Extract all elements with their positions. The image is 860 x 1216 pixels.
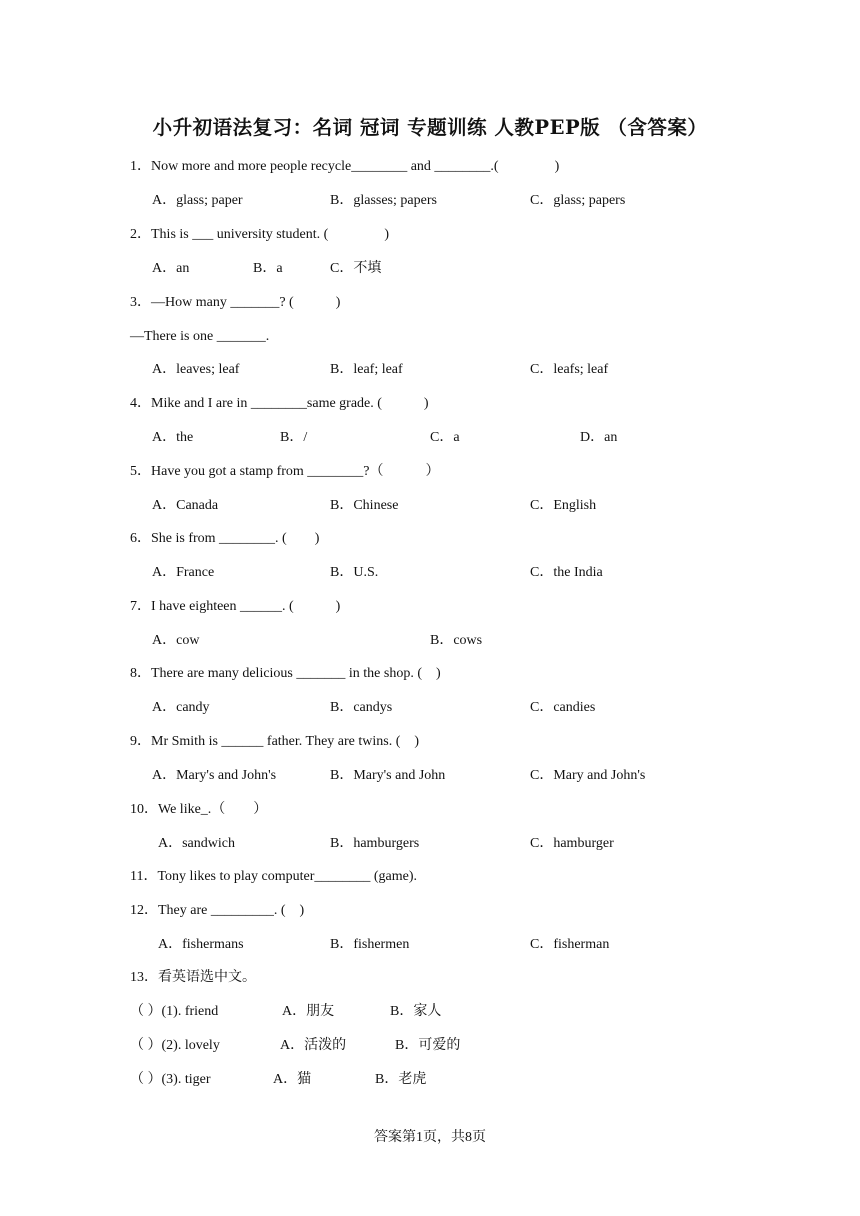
question-13-item-1: （ ）(1). friend bbox=[130, 1004, 219, 1019]
question-4-option-b: B．/ bbox=[280, 430, 308, 445]
question-7-stem: 7．I have eighteen ______. ( ) bbox=[130, 599, 341, 614]
question-9-option-c: C．Mary and John's bbox=[530, 768, 646, 783]
question-3-stem: 3．—How many _______? ( ) bbox=[130, 295, 341, 310]
question-10-option-c: C．hamburger bbox=[530, 836, 614, 851]
question-4-stem: 4．Mike and I are in ________same grade. ( ) bbox=[130, 396, 429, 411]
question-9-option-a: A．Mary's and John's bbox=[152, 768, 277, 783]
question-12-option-a: A．fishermans bbox=[158, 937, 244, 952]
question-2-stem: 2．This is ___ university student. ( ) bbox=[130, 227, 389, 242]
question-1-option-c: C．glass; papers bbox=[530, 193, 626, 208]
question-8-stem: 8．There are many delicious _______ in the shop. ( ) bbox=[130, 666, 441, 681]
question-7-option-a: A．cow bbox=[152, 633, 200, 648]
question-3-option-c: C．leafs; leaf bbox=[530, 362, 609, 377]
question-13-stem: 13．看英语选中文。 bbox=[130, 970, 256, 985]
question-8-option-b: B．candys bbox=[330, 700, 393, 715]
page-title: 小升初语法复习：名词 冠词 专题训练 人教PEP版 （含答案） bbox=[152, 116, 708, 139]
question-13-item-3-option-a: A．猫 bbox=[273, 1072, 312, 1087]
question-10-option-b: B．hamburgers bbox=[330, 836, 420, 851]
question-3-option-a: A．leaves; leaf bbox=[152, 362, 240, 377]
question-10-stem: 10．We like_.（ ） bbox=[130, 802, 268, 817]
question-12-stem: 12．They are _________. ( ) bbox=[130, 903, 305, 918]
question-13-item-2: （ ）(2). lovely bbox=[130, 1038, 220, 1053]
question-7-option-b: B．cows bbox=[430, 633, 483, 648]
question-4-option-a: A．the bbox=[152, 430, 194, 445]
question-8-option-a: A．candy bbox=[152, 700, 210, 715]
question-2-option-b: B．a bbox=[253, 261, 283, 276]
question-12-option-b: B．fishermen bbox=[330, 937, 410, 952]
question-4-option-d: D．an bbox=[580, 430, 618, 445]
question-9-option-b: B．Mary's and John bbox=[330, 768, 446, 783]
question-1-option-a: A．glass; paper bbox=[152, 193, 243, 208]
question-13-item-3: （ ）(3). tiger bbox=[130, 1072, 211, 1087]
question-5-stem: 5．Have you got a stamp from ________?（ ） bbox=[130, 464, 440, 479]
page-footer: 答案第1页，共8页 bbox=[374, 1130, 486, 1145]
question-13-item-2-option-b: B．可爱的 bbox=[395, 1038, 461, 1053]
question-4-option-c: C．a bbox=[430, 430, 460, 445]
question-6-option-b: B．U.S. bbox=[330, 565, 379, 580]
question-13-item-1-option-a: A．朋友 bbox=[282, 1004, 335, 1019]
question-2-option-c: C．不填 bbox=[330, 261, 382, 276]
question-6-stem: 6．She is from ________. ( ) bbox=[130, 531, 320, 546]
question-6-option-a: A．France bbox=[152, 565, 215, 580]
question-6-option-c: C．the India bbox=[530, 565, 603, 580]
question-1-stem: 1．Now more and more people recycle________ and ________.( ) bbox=[130, 159, 560, 174]
question-9-stem: 9．Mr Smith is ______ father. They are twins. ( ) bbox=[130, 734, 420, 749]
question-12-option-c: C．fisherman bbox=[530, 937, 610, 952]
question-8-option-c: C．candies bbox=[530, 700, 596, 715]
question-11-stem: 11．Tony likes to play computer________ (game). bbox=[130, 869, 417, 884]
question-13-item-3-option-b: B．老虎 bbox=[375, 1072, 427, 1087]
question-13-item-2-option-a: A．活泼的 bbox=[280, 1038, 347, 1053]
question-1-option-b: B．glasses; papers bbox=[330, 193, 437, 208]
question-2-option-a: A．an bbox=[152, 261, 190, 276]
question-3-option-b: B．leaf; leaf bbox=[330, 362, 403, 377]
question-5-option-c: C．English bbox=[530, 498, 597, 513]
question-10-option-a: A．sandwich bbox=[158, 836, 235, 851]
question-5-option-b: B．Chinese bbox=[330, 498, 399, 513]
question-5-option-a: A．Canada bbox=[152, 498, 219, 513]
question-3-stem-reply: —There is one _______. bbox=[130, 329, 270, 344]
question-13-item-1-option-b: B．家人 bbox=[390, 1004, 442, 1019]
